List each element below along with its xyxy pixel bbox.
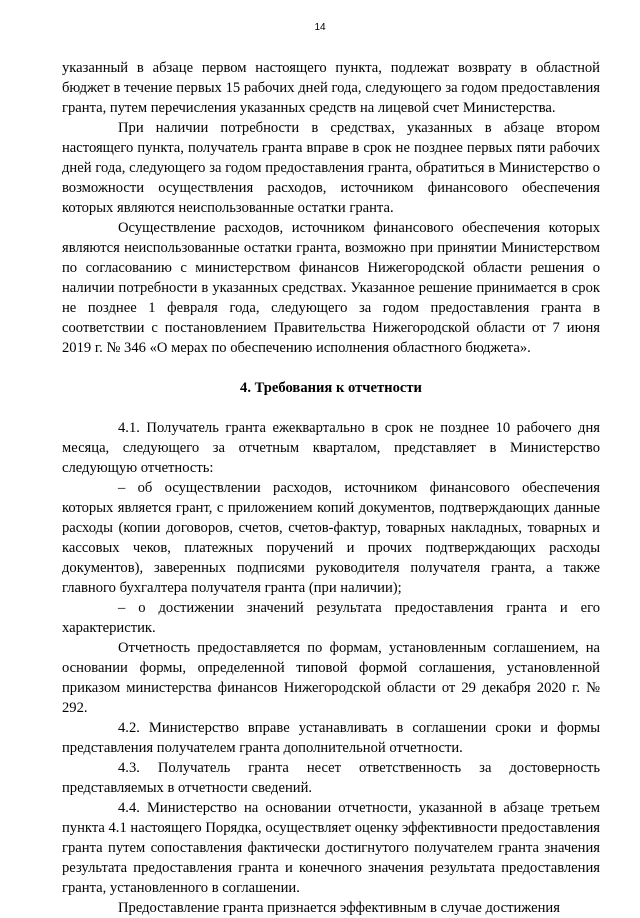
- paragraph: 4.4. Министерство на основании отчетности, указанной в абзаце третьем пункта 4.1 настоящего Порядка, осуществляет оценку эффективности предоставления гранта путем сопоставления фактически достигнутого получателем гранта значения результата предоставления гранта и конечного значения результата предоставления гранта, установленного в соглашении.: [62, 800, 600, 896]
- paragraph: Осуществление расходов, источником финансового обеспечения которых являются неиспользованные остатки гранта, возможно при принятии Министерством по согласованию с министерством финансов Нижегородской области решения о наличии потребности в указанных средствах. Указанное решение принимается в срок не позднее 1 февраля года, следующего за годом предоставления гранта в соответствии с постановлением Правительства Нижегородской области от 7 июня 2019 г. № 346 «О мерах по обеспечению исполнения областного бюджета».: [62, 220, 600, 356]
- paragraph: 4.2. Министерство вправе устанавливать в соглашении сроки и формы представления получателем гранта дополнительной отчетности.: [62, 720, 600, 756]
- list-item: – о достижении значений результата предоставления гранта и его характеристик.: [62, 600, 600, 636]
- list-item: – об осуществлении расходов, источником финансового обеспечения которых является грант, с приложением копий документов, подтверждающих данные расходы (копии договоров, счетов, счетов-фактур, товарных накладных, товарных и кассовых чеков, платежных поручений и прочих подтверждающих расходы документов), заверенных подписями руководителя получателя гранта, а также главного бухгалтера получателя гранта (при наличии);: [62, 480, 600, 596]
- paragraph: Отчетность предоставляется по формам, установленным соглашением, на основании формы, определенной типовой формой соглашения, установленной приказом министерства финансов Нижегородской области от 29 декабря 2020 г. № 292.: [62, 640, 600, 716]
- paragraph: При наличии потребности в средствах, указанных в абзаце втором настоящего пункта, получатель гранта вправе в срок не позднее первых пяти рабочих дней года, следующего за годом предоставления гранта, обратиться в Министерство о возможности осуществления расходов, источником финансового обеспечения которых являются неиспользованные остатки гранта.: [62, 120, 600, 216]
- section-heading: 4. Требования к отчетности: [240, 380, 422, 396]
- paragraph: Предоставление гранта признается эффективным в случае достижения: [118, 900, 560, 916]
- paragraph: указанный в абзаце первом настоящего пункта, подлежат возврату в областной бюджет в течение первых 15 рабочих дней года, следующего за годом предоставления гранта, путем перечисления указанных средств на лицевой счет Министерства.: [62, 60, 600, 116]
- paragraph: 4.3. Получатель гранта несет ответственность за достоверность представляемых в отчетности сведений.: [62, 760, 600, 796]
- document-body: [62, 58, 600, 918]
- page-number: 14: [314, 22, 326, 33]
- paragraph: 4.1. Получатель гранта ежеквартально в срок не позднее 10 рабочего дня месяца, следующего за отчетным кварталом, представляет в Министерство следующую отчетность:: [62, 420, 600, 476]
